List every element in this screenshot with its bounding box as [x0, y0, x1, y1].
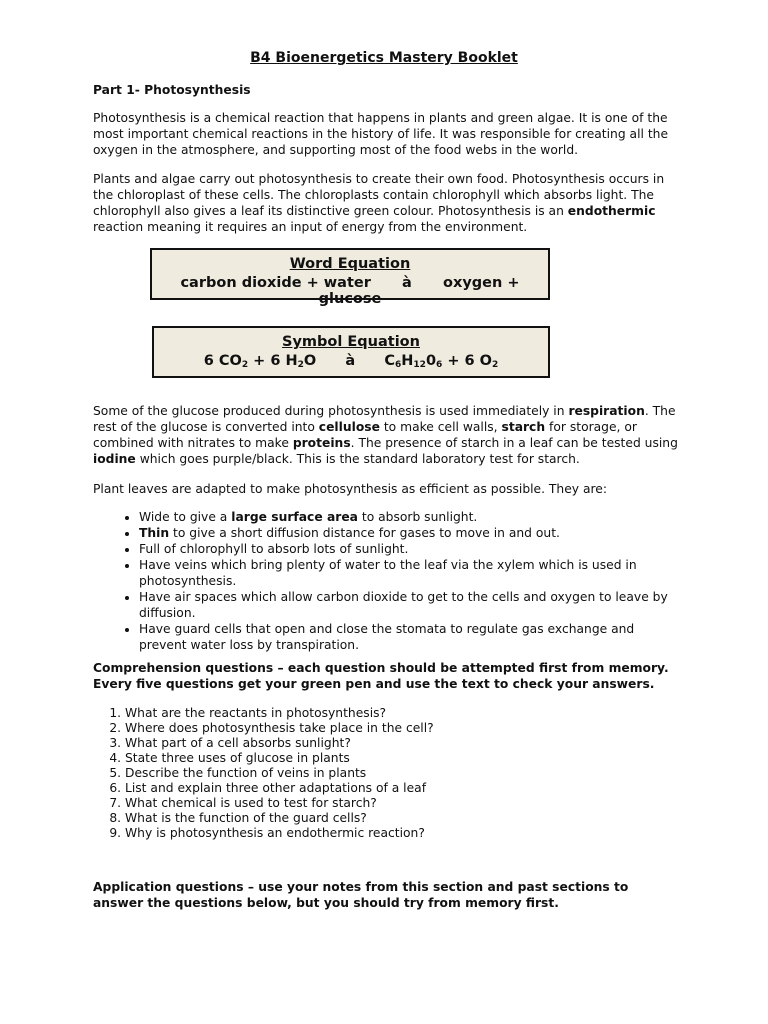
- intro-paragraph: Photosynthesis is a chemical reaction that happens in plants and green algae. It is one of the most important chemical reactions in the history of life. It was responsible for creating all the oxygen in the atmosphere, and supporting most of the food webs in the world.: [93, 111, 669, 157]
- word-equation-products: oxygen + glucose: [318, 275, 520, 307]
- cellulose-term: cellulose: [318, 420, 380, 434]
- list-item: • Have veins which bring plenty of water to the leaf via the xylem which is used in photosynthesis.: [139, 557, 683, 589]
- word-equation: [152, 275, 548, 307]
- question-item: 2. Where does photosynthesis take place in the cell?: [125, 721, 679, 736]
- question-item: 4. State three uses of glucose in plants: [125, 751, 679, 766]
- symbol-equation-heading: Symbol Equation: [282, 334, 420, 350]
- symbol-equation-box: [152, 326, 550, 378]
- question-item: 1. What are the reactants in photosynthesis?: [125, 706, 679, 721]
- symbol-equation-arrow: à: [345, 353, 356, 369]
- word-equation-box: [150, 248, 550, 307]
- starch-term: starch: [501, 420, 546, 434]
- comprehension-heading: Comprehension questions – each question should be attempted first from memory. Every five questions get your green pen and use the text to check your answers.: [93, 661, 669, 691]
- list-item: • Thin to give a short diffusion distance for gases to move in and out.: [139, 525, 683, 541]
- page-title: B4 Bioenergetics Mastery Booklet: [250, 50, 518, 66]
- para2-text-2: reaction meaning it requires an input of energy from the environment.: [93, 220, 528, 234]
- iodine-term: iodine: [93, 452, 136, 466]
- list-item: • Have guard cells that open and close the stomata to regulate gas exchange and prevent water loss by transpiration.: [139, 621, 683, 653]
- symbol-equation: [154, 353, 548, 370]
- glucose-uses-paragraph: Some of the glucose produced during photosynthesis is used immediately in respiration. The rest of the glucose is converted into cellulose to make cell walls, starch for storage, or combined with nitrates to make proteins. The presence of starch in a leaf can be tested using iodine which goes purple/black. This is the standard laboratory test for starch.: [93, 404, 678, 466]
- proteins-term: proteins: [292, 436, 351, 450]
- adaptations-intro: Plant leaves are adapted to make photosynthesis as efficient as possible. They are:: [93, 482, 608, 496]
- respiration-term: respiration: [568, 404, 645, 418]
- symbol-equation-reactants: 6 $CO_2 + 6$ $H_2O$: [203, 353, 317, 370]
- list-item: • Full of chlorophyll to absorb lots of sunlight.: [139, 541, 683, 557]
- para2-text-1: Plants and algae carry out photosynthesis to create their own food. Photosynthesis occurs in the chloroplast of these cells. The chloroplasts contain chlorophyll which absorbs light. The chlorophyll also gives a leaf its distinctive green colour. Photosynthesis is an: [93, 172, 665, 218]
- chloroplast-paragraph: [93, 171, 679, 235]
- endothermic-term: endothermic: [567, 204, 656, 218]
- symbol-equation-products: $C_6H_{12}0_6 + 6$ $O_2$: [384, 353, 499, 370]
- word-equation-arrow: à: [402, 275, 412, 291]
- question-item: 6. List and explain three other adaptations of a leaf: [125, 781, 679, 796]
- application-heading: Application questions – use your notes from this section and past sections to answer the questions below, but you should try from memory first.: [93, 880, 629, 910]
- question-item: 5. Describe the function of veins in plants: [125, 766, 679, 781]
- question-item: 7. What chemical is used to test for starch?: [125, 796, 679, 811]
- question-item: 8. What is the function of the guard cells?: [125, 811, 679, 826]
- adaptations-list: [93, 509, 683, 653]
- word-equation-heading: Word Equation: [289, 256, 411, 272]
- comprehension-questions: [93, 706, 679, 841]
- word-equation-reactants: carbon dioxide + water: [180, 275, 371, 291]
- list-item: • Wide to give a large surface area to absorb sunlight.: [139, 509, 683, 525]
- list-item: • Have air spaces which allow carbon dioxide to get to the cells and oxygen to leave by diffusion.: [139, 589, 683, 621]
- part-heading: Part 1- Photosynthesis: [93, 83, 251, 97]
- question-item: 3. What part of a cell absorbs sunlight?: [125, 736, 679, 751]
- question-item: 9. Why is photosynthesis an endothermic reaction?: [125, 826, 679, 841]
